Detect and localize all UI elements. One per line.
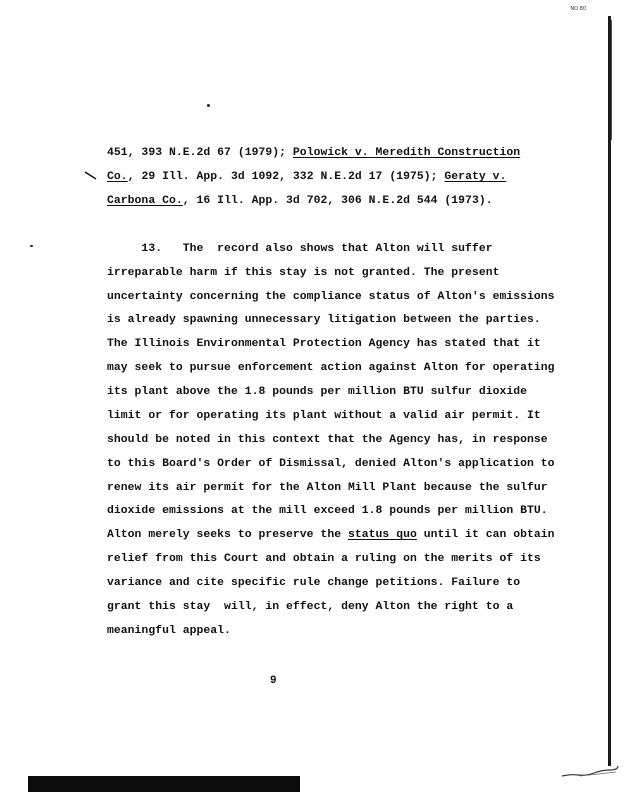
case-name: Geraty v. [444, 171, 507, 183]
case-name: Co. [107, 171, 128, 183]
paragraph-text: Alton merely seeks to preserve the [107, 529, 348, 541]
paragraph-line: limit or for operating its plant without a valid air permit. It [107, 410, 541, 422]
paragraph-line: dioxide emissions at the mill exceed 1.8 pounds per million BTU. [107, 505, 548, 517]
citation-text: , 16 Ill. App. 3d 702, 306 N.E.2d 544 (1973). [182, 195, 493, 207]
citation-line-2 [107, 170, 506, 184]
paragraph-line: uncertainty concerning the compliance status of Alton's emissions [107, 291, 555, 303]
citation-line-3 [107, 194, 493, 208]
paragraph-line: may seek to pursue enforcement action against Alton for operating [107, 362, 555, 374]
citation-line-1 [107, 146, 520, 160]
paragraph-line: is already spawning unnecessary litigation between the parties. [107, 314, 541, 326]
latin-term: status quo [348, 529, 417, 541]
paragraph-line: irreparable harm if this stay is not granted. The present [107, 267, 500, 279]
paragraph-line: its plant above the 1.8 pounds per million BTU sulfur dioxide [107, 386, 528, 398]
paragraph-line [107, 528, 555, 542]
margin-mark-icon [84, 171, 98, 181]
paragraph-line: The Illinois Environmental Protection Agency has stated that it [107, 338, 541, 350]
citation-text: 451, 393 N.E.2d 67 (1979); [107, 147, 293, 159]
paragraph-line: relief from this Court and obtain a ruling on the merits of its [107, 553, 541, 565]
paragraph-line: variance and cite specific rule change petitions. Failure to [107, 577, 521, 589]
scan-edge-line-secondary [611, 20, 612, 140]
case-name: Polowick v. Meredith Construction [292, 147, 521, 159]
paragraph-text: until it can obtain [416, 529, 555, 541]
scan-noise-icon [560, 764, 620, 778]
redaction-bar [28, 776, 300, 792]
scan-speck [30, 245, 33, 247]
scan-speck [207, 104, 210, 107]
case-name: Carbona Co. [107, 195, 183, 207]
citation-text: , 29 Ill. App. 3d 1092, 332 N.E.2d 17 (1975); [127, 171, 445, 183]
paragraph-line: renew its air permit for the Alton Mill Plant because the sulfur [107, 482, 548, 494]
paragraph-line: 13. The record also shows that Alton will suffer [107, 243, 493, 255]
paragraph-line: should be noted in this context that the Agency has, in response [107, 434, 548, 446]
corner-mark: NO 80 [570, 6, 586, 12]
paragraph-line: meaningful appeal. [107, 625, 231, 637]
paragraph-line: grant this stay will, in effect, deny Alton the right to a [107, 601, 514, 613]
page-number: 9 [270, 675, 277, 687]
paragraph-line: to this Board's Order of Dismissal, denied Alton's application to [107, 458, 555, 470]
